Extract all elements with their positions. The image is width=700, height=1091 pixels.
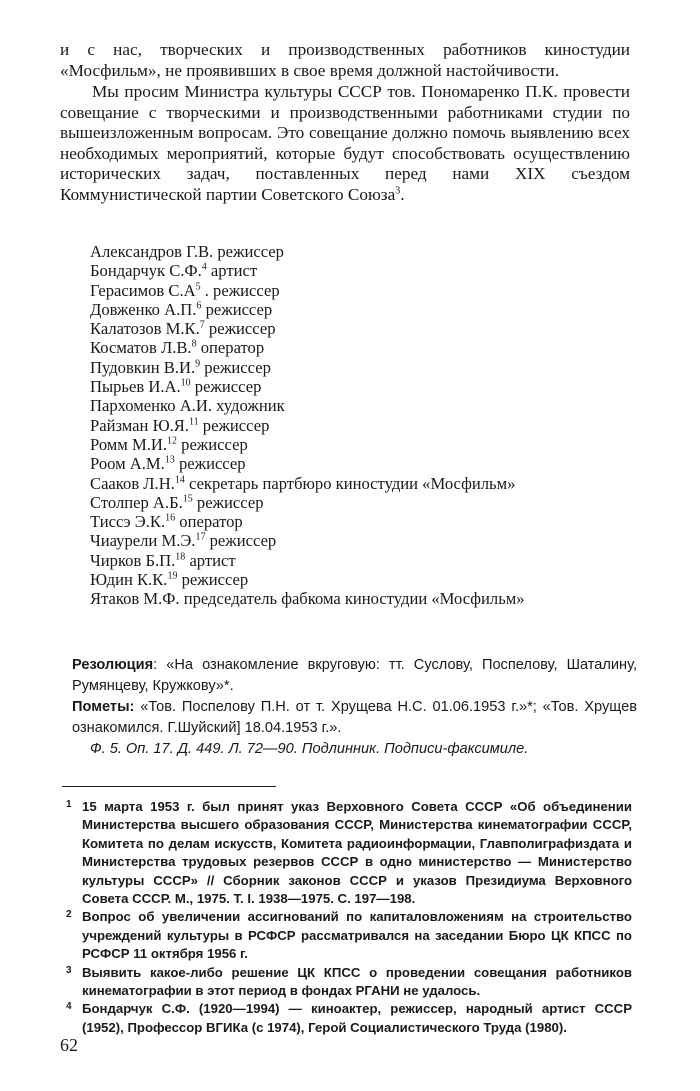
pomety-label: Пометы: (72, 699, 135, 715)
signatory-name: Чиаурели М.Э. (90, 531, 196, 551)
footnote-ref: 9 (195, 358, 201, 370)
signatory-line (90, 531, 650, 550)
footnote-ref: 5 (195, 281, 201, 293)
footnote-ref: 3 (395, 185, 401, 197)
signatory-role: режиссер (181, 434, 248, 454)
signatory-role: режиссер (202, 415, 270, 435)
footnote-text: Выявить какое-либо решение ЦК КПСС о проведении совещания работников кинематографии в этот период в фондах РГАНИ не удалось. (82, 964, 632, 999)
signatory-line (90, 512, 650, 531)
footnote (62, 908, 632, 963)
footnote-ref: 18 (175, 551, 186, 563)
footnote-ref: 15 (182, 493, 193, 505)
signatory-line (90, 474, 650, 493)
footnote-text: 15 марта 1953 г. был принят указ Верховного Совета СССР «Об объединении Министерства высшего образования СССР, Министерства кинематографии СССР, Комитета по делам искусств, Комитета радиоинформации, Главполиграфиздата и Министерства трудовых резервов СССР в одно министерство — Министерство культуры СССР» // Сборник законов СССР и указов Президиума Верховного Совета СССР. М., 1975. Т. I. 1938—1975. С. 197—198. (82, 799, 632, 907)
signatory-name: Юдин К.К. (90, 570, 168, 590)
page-number: 62 (60, 1035, 78, 1055)
signatory-role: оператор (200, 338, 265, 358)
archive-reference: Ф. 5. Оп. 17. Д. 449. Л. 72—90. Подлинник. Подписи-факсимиле. (90, 741, 529, 757)
signatory-name: Пырьев И.А. (90, 377, 181, 397)
footnote-divider (62, 786, 276, 787)
signatory-role: режиссер (194, 377, 262, 397)
signatory-line (90, 300, 650, 319)
signatory-line (90, 261, 650, 280)
signatory-role: секретарь партбюро киностудии «Мосфильм» (189, 473, 516, 493)
signatory-role: режиссер (209, 531, 277, 551)
footnote (62, 1000, 632, 1037)
signatory-role: режиссер (196, 492, 264, 512)
signatory-role: режиссер (181, 570, 249, 590)
signatory-role: . режиссер (204, 280, 280, 300)
signatory-role: режиссер (204, 357, 271, 377)
signatories-list (90, 242, 650, 609)
signatory-name: Сааков Л.Н. (90, 473, 175, 493)
signatory-role: режиссер (208, 319, 276, 339)
signatory-line (90, 242, 650, 261)
footnote-number: 1 (66, 799, 72, 810)
footnote-number: 3 (66, 964, 72, 976)
signatory-name: Косматов Л.В. (90, 338, 192, 358)
footnote-ref: 11 (189, 416, 199, 428)
signatory-line (90, 377, 650, 396)
signatory-name: Ятаков М.Ф. (90, 589, 180, 609)
signatory-name: Довженко А.П. (90, 299, 197, 319)
footnote-ref: 8 (191, 338, 197, 350)
footnotes (62, 798, 632, 1037)
signatory-line (90, 551, 650, 570)
signatory-line (90, 416, 650, 435)
signatory-role: режиссер (217, 242, 284, 261)
paragraph-request (60, 82, 630, 206)
pomety-note (72, 697, 637, 739)
signatory-line (90, 493, 650, 512)
paragraph-request-end: . (400, 184, 405, 204)
signatory-role: артист (189, 550, 236, 570)
signatory-name: Александров Г.В. (90, 242, 214, 261)
signatory-name: Пудовкин В.И. (90, 357, 196, 377)
resolution-label: Резолюция (72, 657, 154, 673)
footnote-ref: 10 (180, 377, 191, 389)
signatory-line (90, 319, 650, 338)
signatory-name: Роом А.М. (90, 454, 165, 474)
footnote-ref: 16 (165, 512, 176, 524)
footnote-text: Бондарчук С.Ф. (1920—1994) — киноактер, режиссер, народный артист СССР (1952), Профессор ВГИКа (с 1974), Герой Социалистического Труда (1980). (82, 1001, 632, 1035)
signatory-name: Ромм М.И. (90, 434, 167, 454)
signatory-line (90, 281, 650, 300)
signatory-role: режиссер (178, 454, 246, 474)
signatory-name: Бондарчук С.Ф. (90, 261, 202, 281)
signatory-name: Герасимов С.А (90, 280, 196, 300)
signatory-name: Тиссэ Э.К. (90, 512, 166, 532)
footnote-ref: 6 (196, 300, 202, 312)
signatory-role: режиссер (205, 299, 273, 319)
resolution-text: : «На ознакомление вкруговую: тт. Суслову, Поспелову, Шаталину, Румянцеву, Кружкову»*. (72, 657, 637, 694)
signatory-name: Пархоменко А.И. (90, 396, 212, 416)
footnote-ref: 4 (201, 261, 207, 273)
footnote-ref: 7 (199, 319, 205, 331)
signatory-name: Столпер А.Б. (90, 492, 183, 512)
paragraph-continuation: и с нас, творческих и производственных работников киностудии «Мосфильм», не проявивших в свое время должной настойчивости. (60, 40, 630, 80)
footnote-number: 2 (66, 909, 72, 921)
pomety-text: «Тов. Поспелову П.Н. от т. Хрущева Н.С. 01.06.1953 г.»*; «Тов. Хрущев ознакомился. Г.Шуйский] 18.04.1953 г.». (72, 699, 637, 736)
signatory-name: Калатозов М.К. (90, 319, 200, 339)
signatory-line (90, 358, 650, 377)
paragraph-request-text: Мы просим Министра культуры СССР тов. Пономаренко П.К. провести совещание с творческими и производственными работниками студии по вышеизложенным вопросам. Это совещание должно помочь выявлению всех необходимых мероприятий, которые будут способствовать осуществлению исторических задач, поставленных перед нами XIX съездом Коммунистической партии Советского Союза (60, 82, 630, 204)
footnote (62, 964, 632, 1001)
signatory-name: Чирков Б.П. (90, 550, 176, 570)
signatory-line (90, 589, 650, 608)
footnote-text: Вопрос об увеличении ассигнований по капиталовложениям на строительство учреждений культуры в РСФСР рассматривался на заседании Бюро ЦК КПСС по РСФСР 11 октября 1956 г. (82, 909, 632, 962)
resolution-note (72, 655, 637, 697)
signatory-line (90, 454, 650, 473)
signatory-line (90, 338, 650, 357)
signatory-role: артист (210, 261, 258, 281)
footnote-ref: 12 (166, 435, 177, 447)
signatory-name: Райзман Ю.Я. (90, 415, 189, 435)
signatory-role: художник (216, 396, 285, 416)
footnote-number: 4 (66, 1001, 72, 1013)
footnote (62, 798, 632, 908)
signatory-role: председатель фабкома киностудии «Мосфильм» (183, 589, 525, 609)
signatory-line (90, 435, 650, 454)
footnote-ref: 19 (167, 570, 178, 582)
signatory-line (90, 570, 650, 589)
footnote-ref: 17 (195, 531, 206, 543)
footnote-ref: 14 (174, 474, 185, 486)
signatory-role: оператор (179, 512, 243, 532)
footnote-ref: 13 (164, 454, 175, 466)
signatory-line (90, 396, 650, 415)
